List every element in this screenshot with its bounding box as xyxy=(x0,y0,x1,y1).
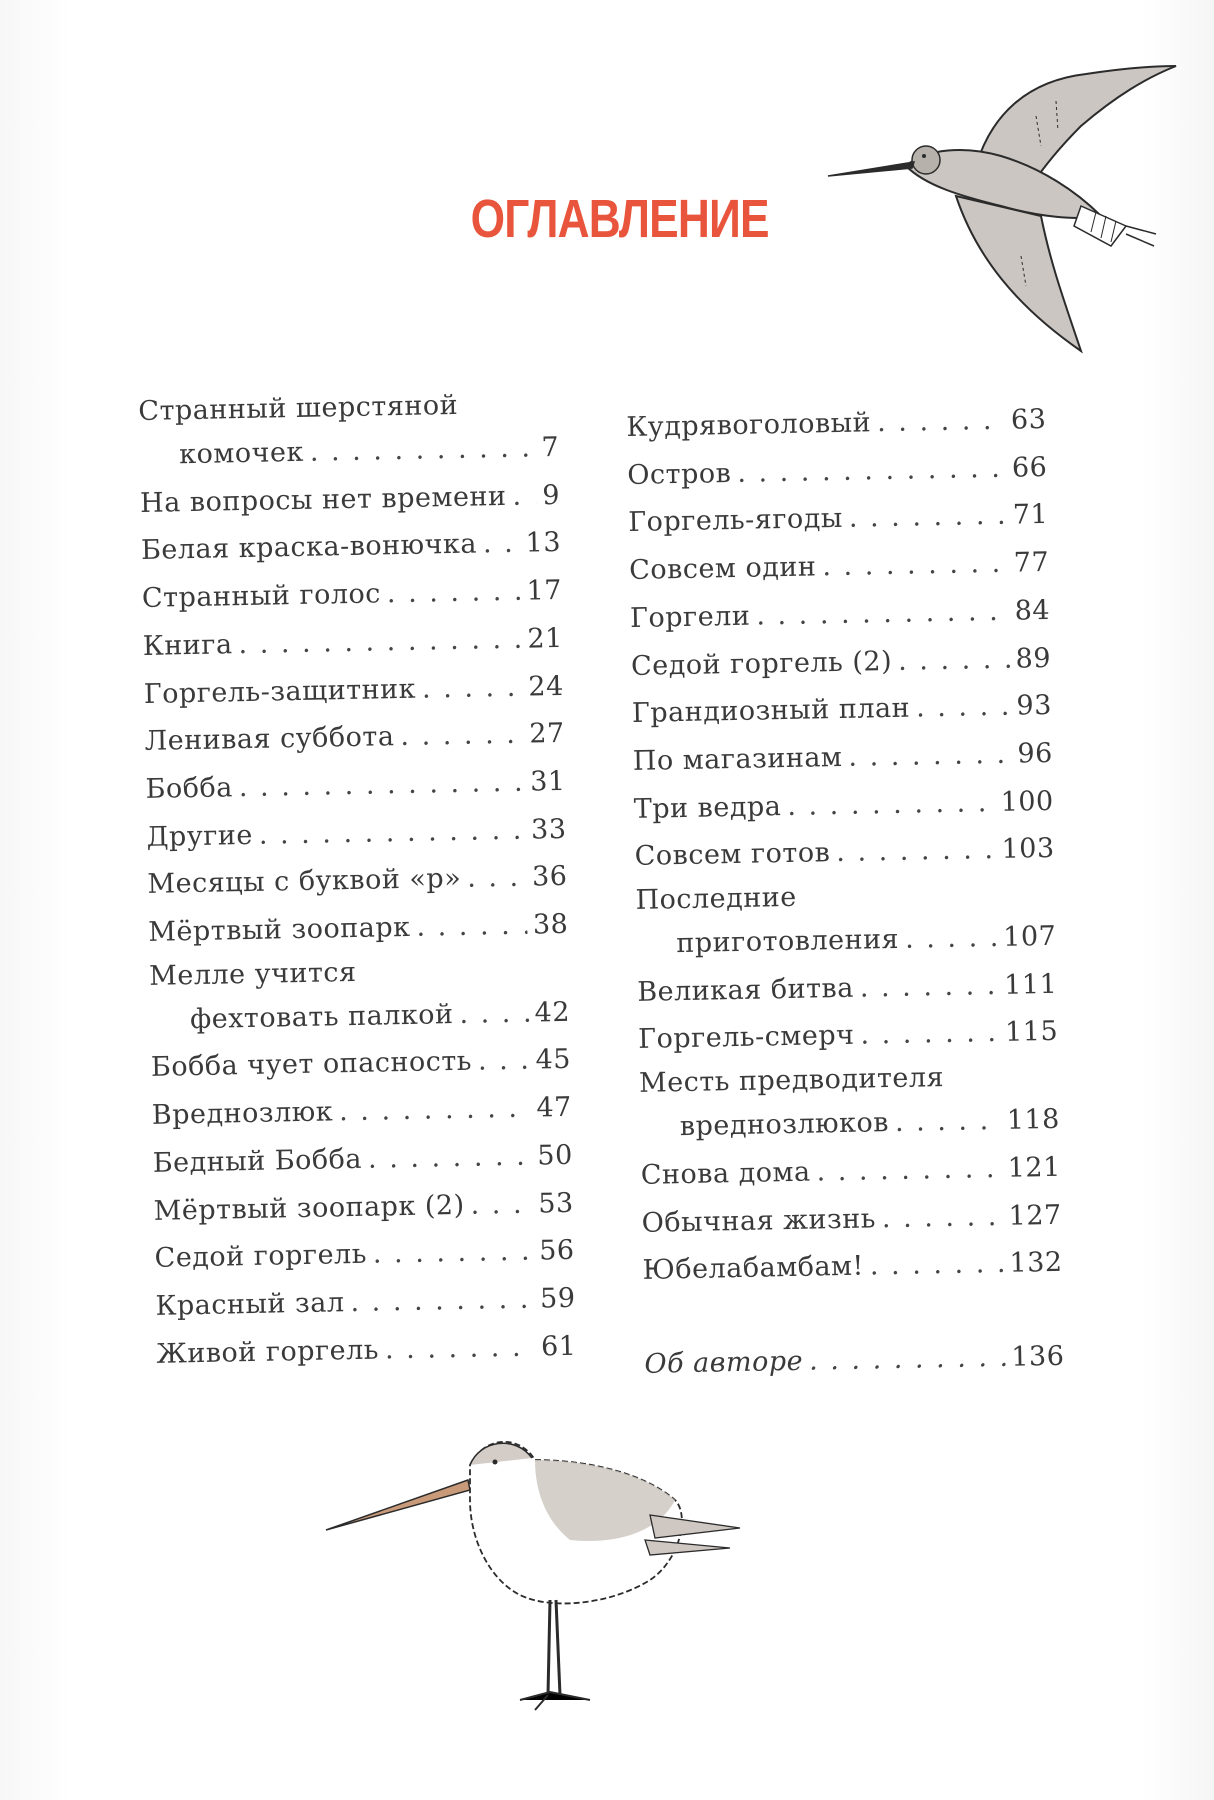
toc-entry-page: 33 xyxy=(530,813,567,846)
toc-entry[interactable] xyxy=(632,730,1053,786)
leader-dots xyxy=(881,1192,1003,1242)
toc-entry-page: 84 xyxy=(1014,594,1051,627)
toc-entry[interactable] xyxy=(145,758,566,814)
toc-entry[interactable] xyxy=(635,873,1057,969)
leader-dots xyxy=(737,444,1007,497)
toc-entry[interactable] xyxy=(155,1275,576,1331)
toc-entry-title: Книга xyxy=(142,629,233,662)
leader-dots xyxy=(512,472,537,520)
toc-entry-title: Странный голос xyxy=(141,578,382,615)
toc-entry-title-line2: комочек xyxy=(178,436,305,471)
leader-dots xyxy=(877,397,1006,447)
toc-entry-page: 93 xyxy=(1016,690,1053,722)
toc-entry-page: 100 xyxy=(1000,785,1054,818)
toc-entry-page: 61 xyxy=(540,1330,577,1363)
toc-entry[interactable] xyxy=(634,825,1055,881)
toc-entry[interactable] xyxy=(149,949,571,1045)
toc-entry-title: Бобба чует опасность xyxy=(150,1046,473,1084)
standing-bird-illustration xyxy=(320,1420,760,1720)
toc-entry-title: Красный зал xyxy=(155,1287,345,1322)
leader-dots xyxy=(422,663,523,713)
toc-entry[interactable] xyxy=(138,384,560,480)
toc-entry-page: 59 xyxy=(539,1282,576,1315)
toc-entry-page: 36 xyxy=(531,861,568,893)
leader-dots xyxy=(238,616,522,669)
toc-entry[interactable] xyxy=(156,1322,577,1378)
toc-entry-page: 17 xyxy=(526,575,563,607)
toc-entry[interactable] xyxy=(627,444,1048,500)
toc-entry[interactable] xyxy=(633,777,1054,833)
toc-entry[interactable] xyxy=(141,519,562,575)
toc-entry-title: Кудрявоголовый xyxy=(626,407,872,443)
leader-dots xyxy=(859,962,998,1012)
leader-dots xyxy=(386,568,521,618)
toc-entry-page: 77 xyxy=(1013,547,1050,579)
toc-entry[interactable] xyxy=(154,1227,575,1283)
toc-entry[interactable] xyxy=(153,1179,574,1235)
leader-dots xyxy=(477,1037,530,1086)
leader-dots xyxy=(869,1240,1004,1290)
toc-entry-title: Горгель-смерч xyxy=(637,1020,855,1056)
toc-entry-page: 56 xyxy=(538,1235,575,1267)
toc-entry[interactable] xyxy=(626,396,1047,452)
toc-entry[interactable] xyxy=(143,662,564,718)
toc-entry-title: Живой горгель xyxy=(156,1334,380,1370)
leader-dots xyxy=(848,492,1007,543)
toc-entry-title: Обычная жизнь xyxy=(641,1202,877,1239)
toc-entry[interactable] xyxy=(641,1191,1062,1247)
leader-dots xyxy=(368,1132,532,1183)
toc-entry-page: 107 xyxy=(1002,920,1057,953)
leader-dots xyxy=(894,1097,1001,1147)
toc-entry[interactable] xyxy=(147,853,568,909)
toc-entry[interactable] xyxy=(144,710,565,766)
toc-entry-page: 13 xyxy=(525,527,562,559)
toc-entry-page: 115 xyxy=(1004,1016,1059,1049)
toc-entry-title: Седой горгель (2) xyxy=(630,645,893,682)
toc-entry-page: 38 xyxy=(532,908,569,941)
toc-entry[interactable] xyxy=(142,615,563,671)
toc-entry-page: 132 xyxy=(1009,1247,1063,1280)
toc-entry[interactable] xyxy=(142,567,563,623)
toc-entry-page: 111 xyxy=(1003,968,1058,1001)
toc-entry-title-line2: вреднозлюков xyxy=(679,1107,890,1143)
toc-entry[interactable] xyxy=(631,634,1052,690)
toc-entry-title: Юбелабамбам! xyxy=(642,1250,865,1287)
toc-entry[interactable] xyxy=(629,539,1050,595)
leader-dots xyxy=(822,540,1008,591)
toc-entry-title-line1: Последние xyxy=(635,881,797,916)
page-title: ОГЛАВЛЕНИЕ xyxy=(470,189,769,249)
toc-entry[interactable] xyxy=(640,1144,1061,1200)
toc-entry[interactable] xyxy=(151,1084,572,1140)
leader-dots xyxy=(385,1323,536,1374)
toc-entry-title: Другие xyxy=(146,819,254,853)
toc-entry-title: Горгели xyxy=(629,600,751,634)
toc-left-column xyxy=(138,384,577,1378)
toc-entry-title: Остров xyxy=(627,457,732,491)
leader-dots xyxy=(467,854,527,903)
leader-dots xyxy=(416,902,527,952)
toc-entry-title-line1: Месть предводителя xyxy=(638,1062,945,1100)
toc-entry-page: 42 xyxy=(534,996,571,1029)
toc-entry-title: По магазинам xyxy=(632,741,843,777)
toc-entry-page: 24 xyxy=(528,670,565,703)
toc-entry-page: 66 xyxy=(1011,451,1048,484)
toc-entry-page: 47 xyxy=(536,1091,573,1124)
toc-entry-title: Мёртвый зоопарк xyxy=(148,911,411,948)
toc-entry[interactable] xyxy=(639,1056,1061,1152)
toc-entry-page: 118 xyxy=(1006,1103,1061,1136)
toc-entry-page: 71 xyxy=(1012,499,1049,531)
toc-entry-title: Совсем готов xyxy=(634,837,831,873)
leader-dots xyxy=(400,711,524,761)
toc-entry[interactable] xyxy=(637,961,1058,1017)
toc-entry-page: 31 xyxy=(529,765,566,798)
leader-dots xyxy=(756,588,1009,641)
leader-dots xyxy=(482,520,520,568)
leader-dots xyxy=(836,826,996,877)
toc-entry[interactable] xyxy=(140,472,561,528)
toc-entry-title: Об авторе xyxy=(644,1345,804,1380)
toc-entry-title-line1: Мелле учится xyxy=(148,956,357,992)
toc-entry[interactable] xyxy=(642,1239,1063,1295)
toc-entry-title: Горгель-ягоды xyxy=(627,503,844,539)
toc-entry-page: 121 xyxy=(1007,1151,1062,1184)
toc-entry-title-line1: Странный шерстяной xyxy=(138,389,459,427)
toc-entry-page: 45 xyxy=(535,1044,572,1076)
leader-dots xyxy=(787,779,995,831)
toc-entry-title: Вреднозлюк xyxy=(151,1096,334,1132)
leader-dots xyxy=(898,635,1010,685)
leader-dots xyxy=(905,914,998,963)
toc-entry-title-line2: фехтовать палкой xyxy=(189,998,454,1035)
toc-entry-page: 53 xyxy=(537,1187,574,1220)
toc-entry-title: Великая битва xyxy=(636,972,855,1008)
toc-entry-page: 21 xyxy=(527,622,564,655)
toc-entry[interactable] xyxy=(148,901,569,957)
leader-dots xyxy=(258,806,525,859)
toc-right-column xyxy=(626,396,1065,1389)
leader-dots xyxy=(470,1180,533,1229)
leader-dots xyxy=(916,683,1011,733)
toc-entry-title: Месяцы с буквой «р» xyxy=(147,863,462,901)
toc-entry-title: На вопросы нет времени xyxy=(139,480,507,519)
toc-entry[interactable] xyxy=(628,491,1049,547)
toc-entry-title: Бедный Бобба xyxy=(152,1143,363,1179)
leader-dots xyxy=(339,1085,531,1136)
toc-entry-title: Три ведра xyxy=(633,790,782,825)
toc-entry-title: Снова дома xyxy=(640,1156,811,1191)
toc-entry-page: 89 xyxy=(1015,642,1052,675)
toc-entry-page: 103 xyxy=(1001,833,1055,866)
leader-dots xyxy=(350,1276,535,1327)
toc-entry-page: 7 xyxy=(541,431,560,464)
toc-entry-page: 50 xyxy=(537,1139,574,1172)
toc-entry-page: 27 xyxy=(528,718,565,750)
leader-dots xyxy=(809,1334,1006,1385)
toc-entry[interactable] xyxy=(151,1036,572,1092)
leader-dots xyxy=(459,989,529,1038)
toc-entry-title: Белая краска-вонючка xyxy=(140,528,478,567)
leader-dots xyxy=(848,731,1012,782)
toc-entry[interactable] xyxy=(152,1132,573,1188)
toc-entry[interactable] xyxy=(630,587,1051,643)
toc-entry-title: Совсем один xyxy=(628,551,817,587)
toc-entry[interactable] xyxy=(631,682,1052,738)
flying-bird-illustration xyxy=(826,56,1186,406)
toc-entry-page: 136 xyxy=(1011,1340,1065,1373)
toc-entry-page: 96 xyxy=(1017,737,1054,770)
toc-entry-page: 9 xyxy=(542,479,561,511)
leader-dots xyxy=(860,1009,1000,1059)
toc-entry-page: 63 xyxy=(1010,403,1047,436)
toc-entry-title: Грандиозный план xyxy=(631,692,911,730)
toc-entry-title: Бобба xyxy=(145,772,234,805)
leader-dots xyxy=(372,1228,533,1279)
toc-entry-title-line2: приготовления xyxy=(676,923,900,960)
toc-entry-title: Ленивая суббота xyxy=(144,721,395,758)
toc-entry-title: Горгель-защитник xyxy=(143,673,417,710)
toc-entry[interactable] xyxy=(146,805,567,861)
toc-entry-title: Мёртвый зоопарк (2) xyxy=(153,1189,465,1227)
spacer xyxy=(643,1287,1064,1341)
leader-dots xyxy=(816,1145,1002,1196)
toc-entry-title: Седой горгель xyxy=(154,1239,368,1275)
leader-dots xyxy=(309,424,536,476)
toc-entry-page: 127 xyxy=(1008,1199,1062,1232)
toc-entry[interactable] xyxy=(638,1008,1059,1064)
leader-dots xyxy=(238,759,524,812)
toc-entry-about-author[interactable] xyxy=(644,1333,1065,1389)
